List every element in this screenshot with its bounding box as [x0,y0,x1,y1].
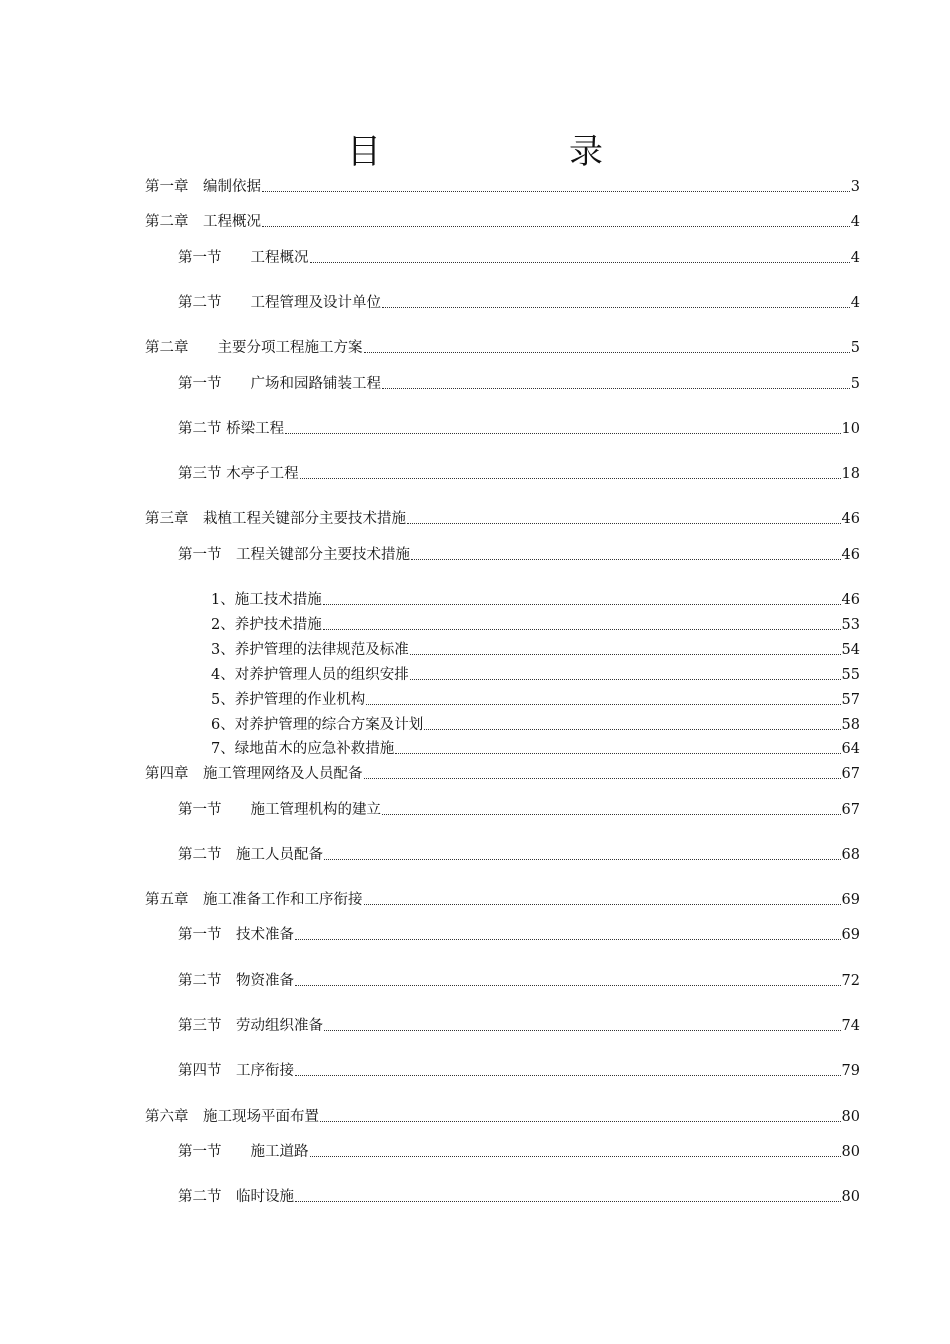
toc-dot-leader [366,703,840,705]
toc-entry[interactable] [178,800,860,820]
toc-entry[interactable] [178,464,860,484]
toc-entry[interactable] [145,890,860,910]
toc-dot-leader [310,1155,841,1157]
toc-entry-label: 第一节 施工管理机构的建立 [178,802,381,818]
toc-dot-leader [324,1029,841,1031]
toc-entry[interactable] [211,715,860,735]
toc-entry-label: 5、养护管理的作业机构 [211,692,366,708]
toc-entry-label: 第二节 工程管理及设计单位 [178,295,381,311]
toc-title: 目 录 [347,132,643,172]
toc-entry-label: 第一节 工程关键部分主要技术措施 [178,547,410,563]
toc-entry-label: 第三章 栽植工程关键部分主要技术措施 [145,511,406,527]
toc-entry[interactable] [145,177,860,197]
toc-dot-leader [410,678,841,680]
toc-entry-page-number: 64 [841,741,860,757]
toc-entry-label: 3、养护管理的法律规范及标准 [211,642,409,658]
toc-entry-page-number: 54 [841,642,860,658]
toc-entry-label: 第二节 物资准备 [178,973,294,989]
toc-entry-page-number: 80 [841,1189,860,1205]
toc-entry-page-number: 46 [841,592,860,608]
toc-entry[interactable] [178,1016,860,1036]
toc-entry-page-number: 4 [850,214,860,230]
toc-entry-label: 6、对养护管理的综合方案及计划 [211,717,424,733]
toc-entry-page-number: 80 [841,1109,860,1125]
toc-entry-label: 第四节 工序衔接 [178,1063,294,1079]
toc-entry[interactable] [211,640,860,660]
toc-entry-page-number: 74 [841,1018,860,1034]
toc-entry-page-number: 5 [850,340,860,356]
toc-entry-label: 4、对养护管理人员的组织安排 [211,667,409,683]
toc-dot-leader [300,477,841,479]
toc-dot-leader [320,1120,841,1122]
toc-entry-label: 第二节 临时设施 [178,1189,294,1205]
toc-entry[interactable] [211,739,860,759]
toc-entry[interactable] [145,764,860,784]
toc-dot-leader [295,1200,841,1202]
toc-entry-label: 第三节 劳动组织准备 [178,1018,323,1034]
toc-entry-label: 第六章 施工现场平面布置 [145,1109,319,1125]
toc-entry-page-number: 57 [841,692,860,708]
toc-entry-page-number: 79 [841,1063,860,1079]
toc-entry-page-number: 18 [841,466,860,482]
toc-dot-leader [382,306,850,308]
toc-entry-page-number: 5 [850,376,860,392]
toc-entry[interactable] [178,925,860,945]
toc-dot-leader [364,903,841,905]
toc-entry-label: 第四章 施工管理网络及人员配备 [145,766,363,782]
toc-entry-page-number: 67 [841,802,860,818]
toc-dot-leader [323,628,841,630]
toc-dot-leader [395,752,840,754]
toc-entry[interactable] [145,1107,860,1127]
toc-entry-page-number: 69 [841,927,860,943]
toc-entry-page-number: 58 [841,717,860,733]
toc-entry[interactable] [178,1142,860,1162]
toc-entry[interactable] [178,971,860,991]
toc-entry-label: 7、绿地苗木的应急补救措施 [211,741,395,757]
toc-entry[interactable] [145,509,860,529]
toc-entry[interactable] [145,212,860,232]
toc-entry[interactable] [211,690,860,710]
toc-entry[interactable] [178,248,860,268]
toc-dot-leader [323,603,841,605]
toc-entry[interactable] [178,845,860,865]
toc-entry-page-number: 72 [841,973,860,989]
toc-entry[interactable] [178,545,860,565]
toc-dot-leader [364,777,841,779]
toc-entry-page-number: 3 [850,179,860,195]
toc-entry-page-number: 69 [841,892,860,908]
toc-entry-page-number: 68 [841,847,860,863]
toc-entry-page-number: 4 [850,250,860,266]
toc-entry[interactable] [211,615,860,635]
toc-entry-label: 第三节 木亭子工程 [178,466,299,482]
toc-entry[interactable] [178,1061,860,1081]
toc-entry[interactable] [178,1187,860,1207]
toc-dot-leader [262,225,850,227]
toc-entry-label: 2、养护技术措施 [211,617,322,633]
toc-entry-page-number: 10 [841,421,860,437]
toc-entry[interactable] [211,665,860,685]
toc-entry-page-number: 67 [841,766,860,782]
toc-entry-label: 第二节 施工人员配备 [178,847,323,863]
toc-entry-label: 第一节 广场和园路铺装工程 [178,376,381,392]
toc-dot-leader [285,432,840,434]
toc-entry[interactable] [178,374,860,394]
toc-dot-leader [410,653,841,655]
toc-entry-label: 第一节 工程概况 [178,250,309,266]
toc-dot-leader [310,261,850,263]
toc-entry[interactable] [211,590,860,610]
toc-entry-label: 第一节 施工道路 [178,1144,309,1160]
toc-entry[interactable] [178,293,860,313]
toc-entry-page-number: 46 [841,511,860,527]
toc-dot-leader [295,984,841,986]
toc-entry-page-number: 46 [841,547,860,563]
toc-dot-leader [382,387,850,389]
toc-dot-leader [407,522,841,524]
toc-entry-label: 1、施工技术措施 [211,592,322,608]
toc-dot-leader [324,858,841,860]
toc-dot-leader [424,728,840,730]
toc-entry-label: 第一章 编制依据 [145,179,261,195]
toc-entry-page-number: 55 [841,667,860,683]
toc-entry-page-number: 53 [841,617,860,633]
toc-entry-label: 第二章 主要分项工程施工方案 [145,340,363,356]
toc-dot-leader [411,558,841,560]
toc-entry[interactable] [145,338,860,358]
toc-dot-leader [295,1074,841,1076]
toc-entry-label: 第二节 桥梁工程 [178,421,285,437]
toc-dot-leader [295,938,841,940]
toc-entry[interactable] [178,419,860,439]
toc-entry-label: 第一节 技术准备 [178,927,294,943]
toc-dot-leader [262,190,850,192]
toc-dot-leader [364,351,850,353]
toc-entry-label: 第五章 施工准备工作和工序衔接 [145,892,363,908]
toc-entry-page-number: 4 [850,295,860,311]
toc-entry-page-number: 80 [841,1144,860,1160]
toc-entry-label: 第二章 工程概况 [145,214,261,230]
toc-dot-leader [382,813,841,815]
